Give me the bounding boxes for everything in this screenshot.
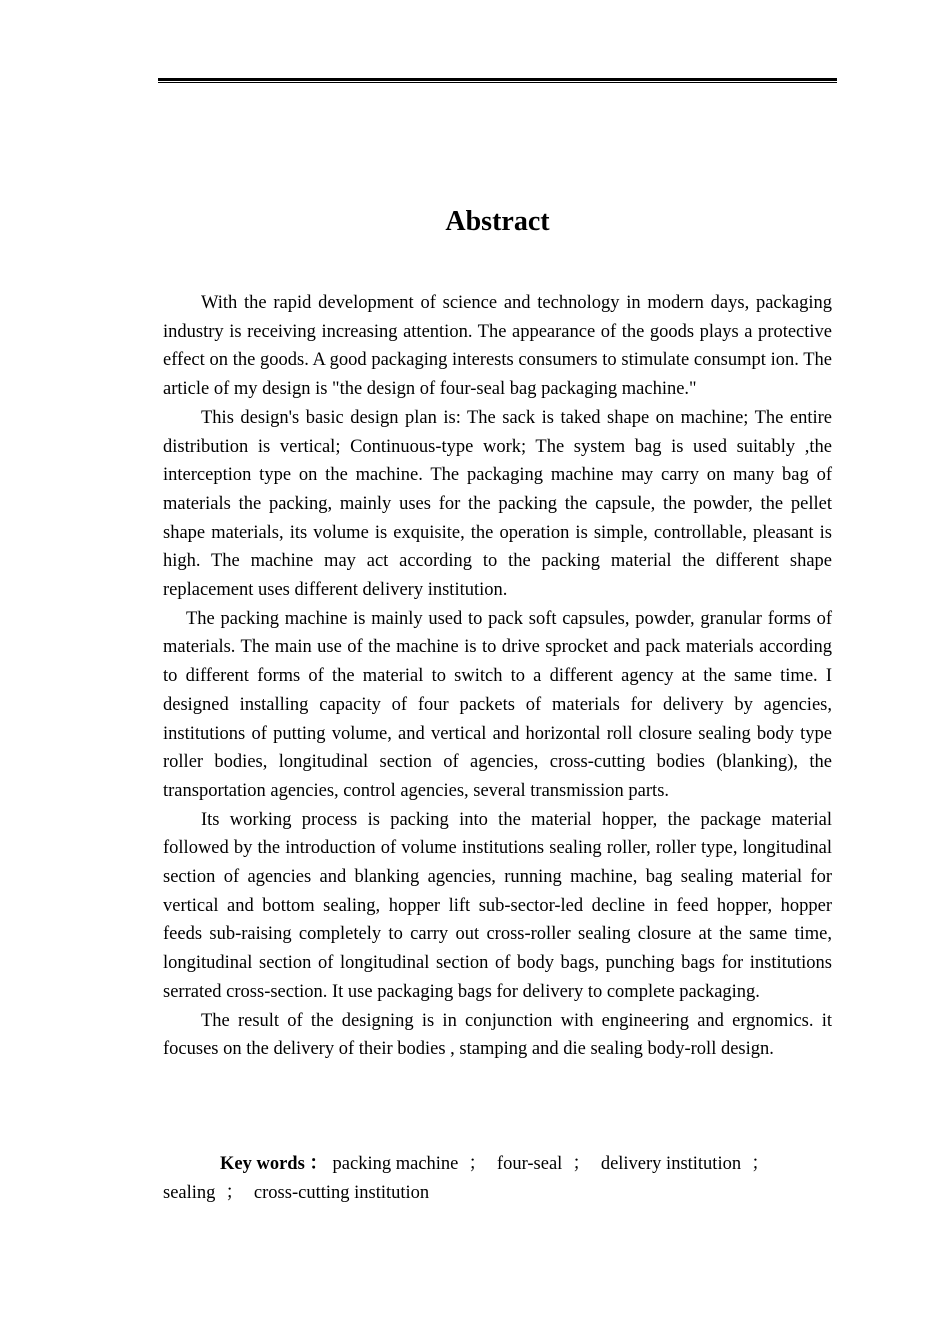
keyword-item: cross-cutting institution	[253, 1182, 430, 1203]
keyword-separator: ；	[572, 1154, 591, 1174]
header-double-rule	[158, 78, 837, 83]
keyword-item: sealing	[163, 1182, 216, 1203]
keyword-separator: ；	[468, 1154, 487, 1174]
abstract-body	[163, 289, 832, 1064]
abstract-paragraph-4: Its working process is packing into the material hopper, the package material followed by the introduction of volume institutions sealing roller, roller type, longitudinal section of agencies and blanking agencies, running machine, bag sealing material for vertical and bottom sealing, hopper lift sub-sector-led decline in feed hopper, hopper feeds sub-raising completely to carry out cross-roller sealing closure at the same time, longitudinal section of longitudinal section of body bags, punching bags for institutions serrated cross-section. It use packaging bags for delivery to complete packaging.	[163, 809, 832, 1002]
abstract-paragraph-3: The packing machine is mainly used to pack soft capsules, powder, granular forms of materials. The main use of the machine is to drive sprocket and pack materials according to different forms of the material to switch to a different agency at the same time. I designed installing capacity of four packets of materials for delivery by agencies, institutions of putting volume, and vertical and horizontal roll closure sealing body type roller bodies, longitudinal section of agencies, cross-cutting bodies (blanking), the transportation agencies, control agencies, several transmission parts.	[163, 608, 832, 801]
keyword-separator: ；	[225, 1182, 244, 1203]
header-rule-thin	[158, 82, 837, 83]
abstract-paragraph-5: The result of the designing is in conjunction with engineering and ergnomics. it focuses on the delivery of their bodies , stamping and die sealing body-roll design.	[163, 1010, 832, 1060]
keywords-section	[163, 1150, 832, 1207]
keyword-item: packing machine	[332, 1154, 459, 1174]
keyword-item: four-seal	[496, 1154, 563, 1174]
keyword-item: delivery institution	[600, 1154, 742, 1174]
keywords-label: Key words ：	[220, 1154, 328, 1174]
page-title: Abstract	[445, 205, 550, 237]
abstract-paragraph-1: With the rapid development of science and technology in modern days, packaging industry is receiving increasing attention. The appearance of the goods plays a protective effect on the goods. A good packaging interests consumers to stimulate consumpt ion. The article of my design is "the design of four-seal bag packaging machine."	[163, 293, 832, 400]
keyword-separator: ；	[751, 1154, 770, 1174]
abstract-paragraph-2: This design's basic design plan is: The sack is taked shape on machine; The entire distribution is vertical; Continuous-type work; The system bag is used suitably ,the interception type on the machine. The packaging machine may carry on many bag of materials the packing, mainly uses for the packing the capsule, the powder, the pellet shape materials, its volume is exquisite, the operation is simple, controllable, pleasant is high. The machine may act according to the packing material the different shape replacement uses different delivery institution.	[163, 407, 832, 601]
